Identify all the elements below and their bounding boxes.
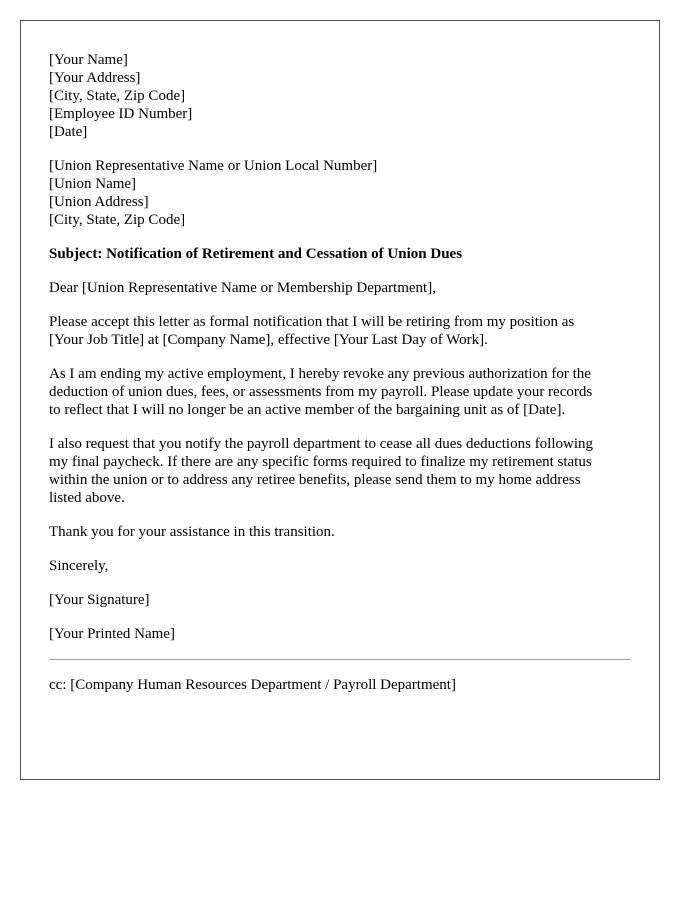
body-line: within the union or to address any retiree benefits, please send them to my home address: [49, 472, 581, 488]
body-line: my final paycheck. If there are any specific forms required to finalize my retirement status: [49, 454, 592, 470]
recipient-block: [49, 157, 631, 229]
recipient-union-name: [Union Name]: [49, 176, 137, 192]
body-paragraph-4: [49, 523, 631, 541]
body-paragraph-3: [49, 435, 631, 507]
body-line: [Your Job Title] at [Company Name], effective [Your Last Day of Work].: [49, 332, 488, 348]
body-line: Please accept this letter as formal notification that I will be retiring from my position as: [49, 314, 575, 330]
recipient-union-address: [Union Address]: [49, 194, 149, 210]
closing: Sincerely,: [49, 558, 109, 574]
printed-name: [Your Printed Name]: [49, 626, 175, 642]
body-paragraph-1: [49, 313, 631, 349]
sender-name: [Your Name]: [49, 52, 128, 68]
body-line: As I am ending my active employment, I hereby revoke any previous authorization for the: [49, 366, 591, 382]
sender-address: [Your Address]: [49, 70, 141, 86]
sender-employee-id: [Employee ID Number]: [49, 106, 193, 122]
subject-line: Subject: Notification of Retirement and Cessation of Union Dues: [49, 246, 463, 262]
recipient-rep-name: [Union Representative Name or Union Local Number]: [49, 158, 378, 174]
salutation: Dear [Union Representative Name or Membership Department],: [49, 280, 436, 296]
body-line: I also request that you notify the payroll department to cease all dues deductions following: [49, 436, 594, 452]
body-paragraph-2: [49, 365, 631, 419]
divider: [49, 659, 631, 660]
cc-line: cc: [Company Human Resources Department / Payroll Department]: [49, 677, 456, 693]
body-line: to reflect that I will no longer be an active member of the bargaining unit as of [Date].: [49, 402, 566, 418]
letter-page: [20, 20, 660, 780]
body-line: Thank you for your assistance in this transition.: [49, 524, 335, 540]
recipient-city-state-zip: [City, State, Zip Code]: [49, 212, 186, 228]
signature: [Your Signature]: [49, 592, 150, 608]
sender-date: [Date]: [49, 124, 88, 140]
body-line: deduction of union dues, fees, or assessments from my payroll. Please update your records: [49, 384, 593, 400]
sender-block: [49, 51, 631, 141]
body-line: listed above.: [49, 490, 125, 506]
sender-city-state-zip: [City, State, Zip Code]: [49, 88, 186, 104]
